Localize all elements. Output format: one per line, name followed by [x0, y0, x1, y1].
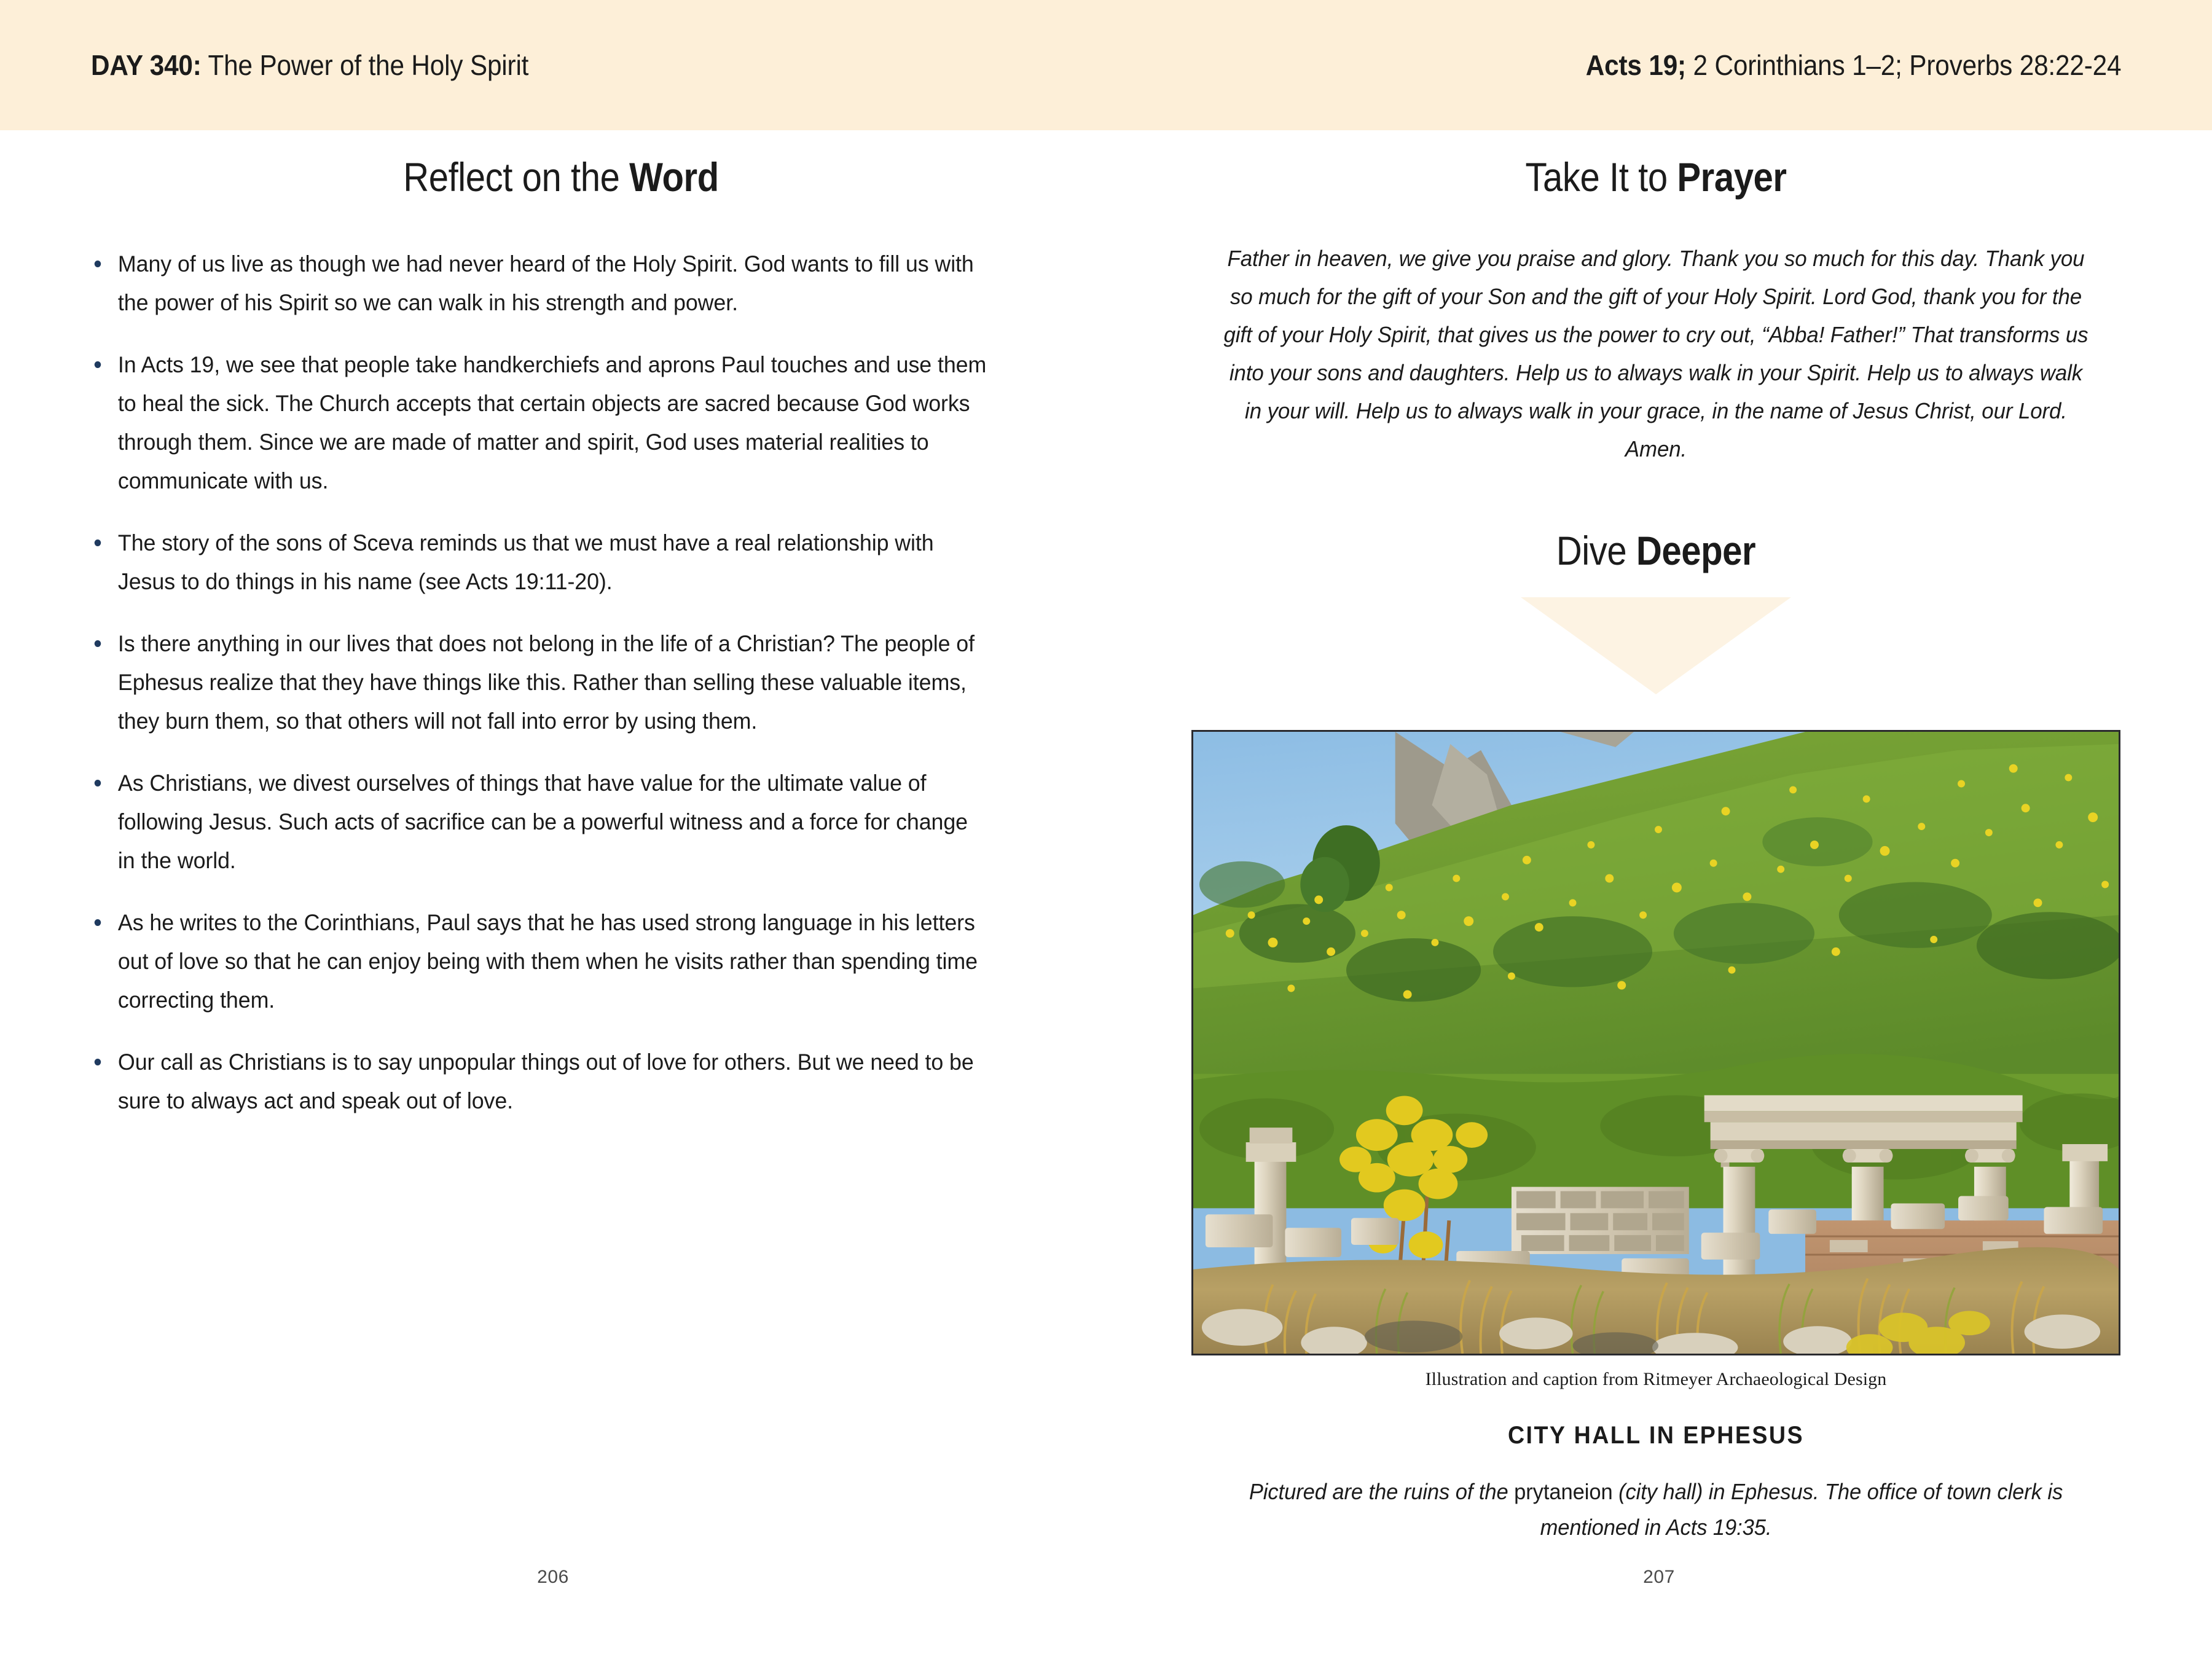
- bullet-dot-icon: [95, 1059, 101, 1065]
- list-item: [91, 624, 989, 740]
- left-page-column: [91, 154, 1031, 1120]
- list-item: [91, 524, 989, 601]
- page-number-left: 206: [537, 1567, 569, 1587]
- photo-attribution: Illustration and caption from Ritmeyer Archaeological Design: [1425, 1369, 1887, 1389]
- header-scripture-references: [1585, 49, 2121, 82]
- prayer-heading-bold: Prayer: [1677, 154, 1787, 200]
- photo-artwork: [1193, 732, 2119, 1354]
- caption-text-part-two: (city hall) in Ephesus. The office of town clerk is mentioned in Acts 19:35.: [1540, 1479, 2063, 1540]
- ephesus-city-hall-photo: [1191, 730, 2120, 1355]
- right-page-column: [1186, 154, 2126, 1545]
- reflect-heading-light: Reflect on the: [403, 154, 630, 200]
- header-secondary-references: 2 Corinthians 1–2; Proverbs 28:22-24: [1685, 49, 2121, 81]
- page-number-right: 207: [1643, 1567, 1675, 1587]
- dive-deeper-arrow-container: [1186, 597, 2126, 694]
- header-day-subject: The Power of the Holy Spirit: [201, 49, 529, 81]
- bullet-dot-icon: [95, 261, 101, 267]
- caption-term-prytaneion: prytaneion: [1514, 1479, 1613, 1504]
- caption-title: CITY HALL IN EPHESUS: [1507, 1422, 1805, 1449]
- bullet-text: Is there anything in our lives that does not belong in the life of a Christian? The people of Ephesus realize that they have things like this. Rather than selling these valuable items, they burn them, so that others will not fall into error by using them.: [117, 630, 975, 734]
- dive-heading-bold: Deeper: [1636, 528, 1756, 573]
- bullet-dot-icon: [95, 539, 101, 546]
- reflection-bullet-list: [91, 245, 1031, 1120]
- dive-heading-light: Dive: [1556, 528, 1636, 573]
- bullet-text: Our call as Christians is to say unpopular things out of love for others. But we need to be sure to always act and speak out of love.: [117, 1049, 974, 1113]
- bullet-dot-icon: [95, 361, 101, 368]
- bullet-dot-icon: [95, 919, 101, 926]
- take-it-to-prayer-heading: [1242, 154, 2069, 200]
- list-item: [91, 764, 989, 880]
- caption-body: [1205, 1474, 2108, 1545]
- list-item: [91, 245, 989, 322]
- bullet-dot-icon: [95, 640, 101, 647]
- caption-text-part-one: Pictured are the ruins of the: [1249, 1479, 1515, 1504]
- list-item: [91, 1043, 989, 1120]
- page-header-band: [0, 0, 2212, 130]
- reflect-on-the-word-heading: [147, 154, 975, 200]
- header-primary-reference: Acts 19;: [1585, 49, 1686, 81]
- header-day-label: DAY 340:: [91, 49, 202, 81]
- prayer-heading-light: Take It to: [1525, 154, 1677, 200]
- dive-deeper-heading: [1242, 527, 2069, 574]
- bullet-dot-icon: [95, 780, 101, 786]
- header-day-title: [91, 49, 528, 82]
- list-item: [91, 903, 989, 1019]
- bullet-text: As Christians, we divest ourselves of things that have value for the ultimate value of following Jesus. Such acts of sacrifice can be a powerful witness and a force for change in the world.: [117, 770, 968, 873]
- bullet-text: As he writes to the Corinthians, Paul says that he has used strong language in his letters out of love so that he can enjoy being with them when he visits rather than spending time correcting them.: [117, 909, 978, 1013]
- photo-container: [1186, 730, 2126, 1355]
- bullet-text: Many of us live as though we had never heard of the Holy Spirit. God wants to fill us with the power of his Spirit so we can walk in his strength and power.: [117, 251, 974, 315]
- bullet-text: In Acts 19, we see that people take handkerchiefs and aprons Paul touches and use them to heal the sick. The Church accepts that certain objects are sacred because God works through them. Since we are made of matter and spirit, God uses material realities to communicate with us.: [117, 351, 987, 493]
- reflect-heading-bold: Word: [629, 154, 719, 200]
- page-header-content: [0, 0, 2212, 130]
- list-item: [91, 345, 989, 500]
- prayer-body-text: Father in heaven, we give you praise and glory. Thank you so much for this day. Thank you so much for the gift of your Son and the gift of your Holy Spirit. Lord God, thank you for the gift of your Holy Spirit, that gives us the power to cry out, “Abba! Father!” That transforms us into your sons and daughters. Help us to always walk in your Spirit. Help us to always walk in your will. Help us to always walk in your grace, in the name of Jesus Christ, our Lord. Amen.: [1223, 246, 2088, 461]
- bullet-text: The story of the sons of Sceva reminds us that we must have a real relationship with Jesus to do things in his name (see Acts 19:11-20).: [117, 530, 934, 594]
- downward-triangle-icon: [1521, 597, 1791, 694]
